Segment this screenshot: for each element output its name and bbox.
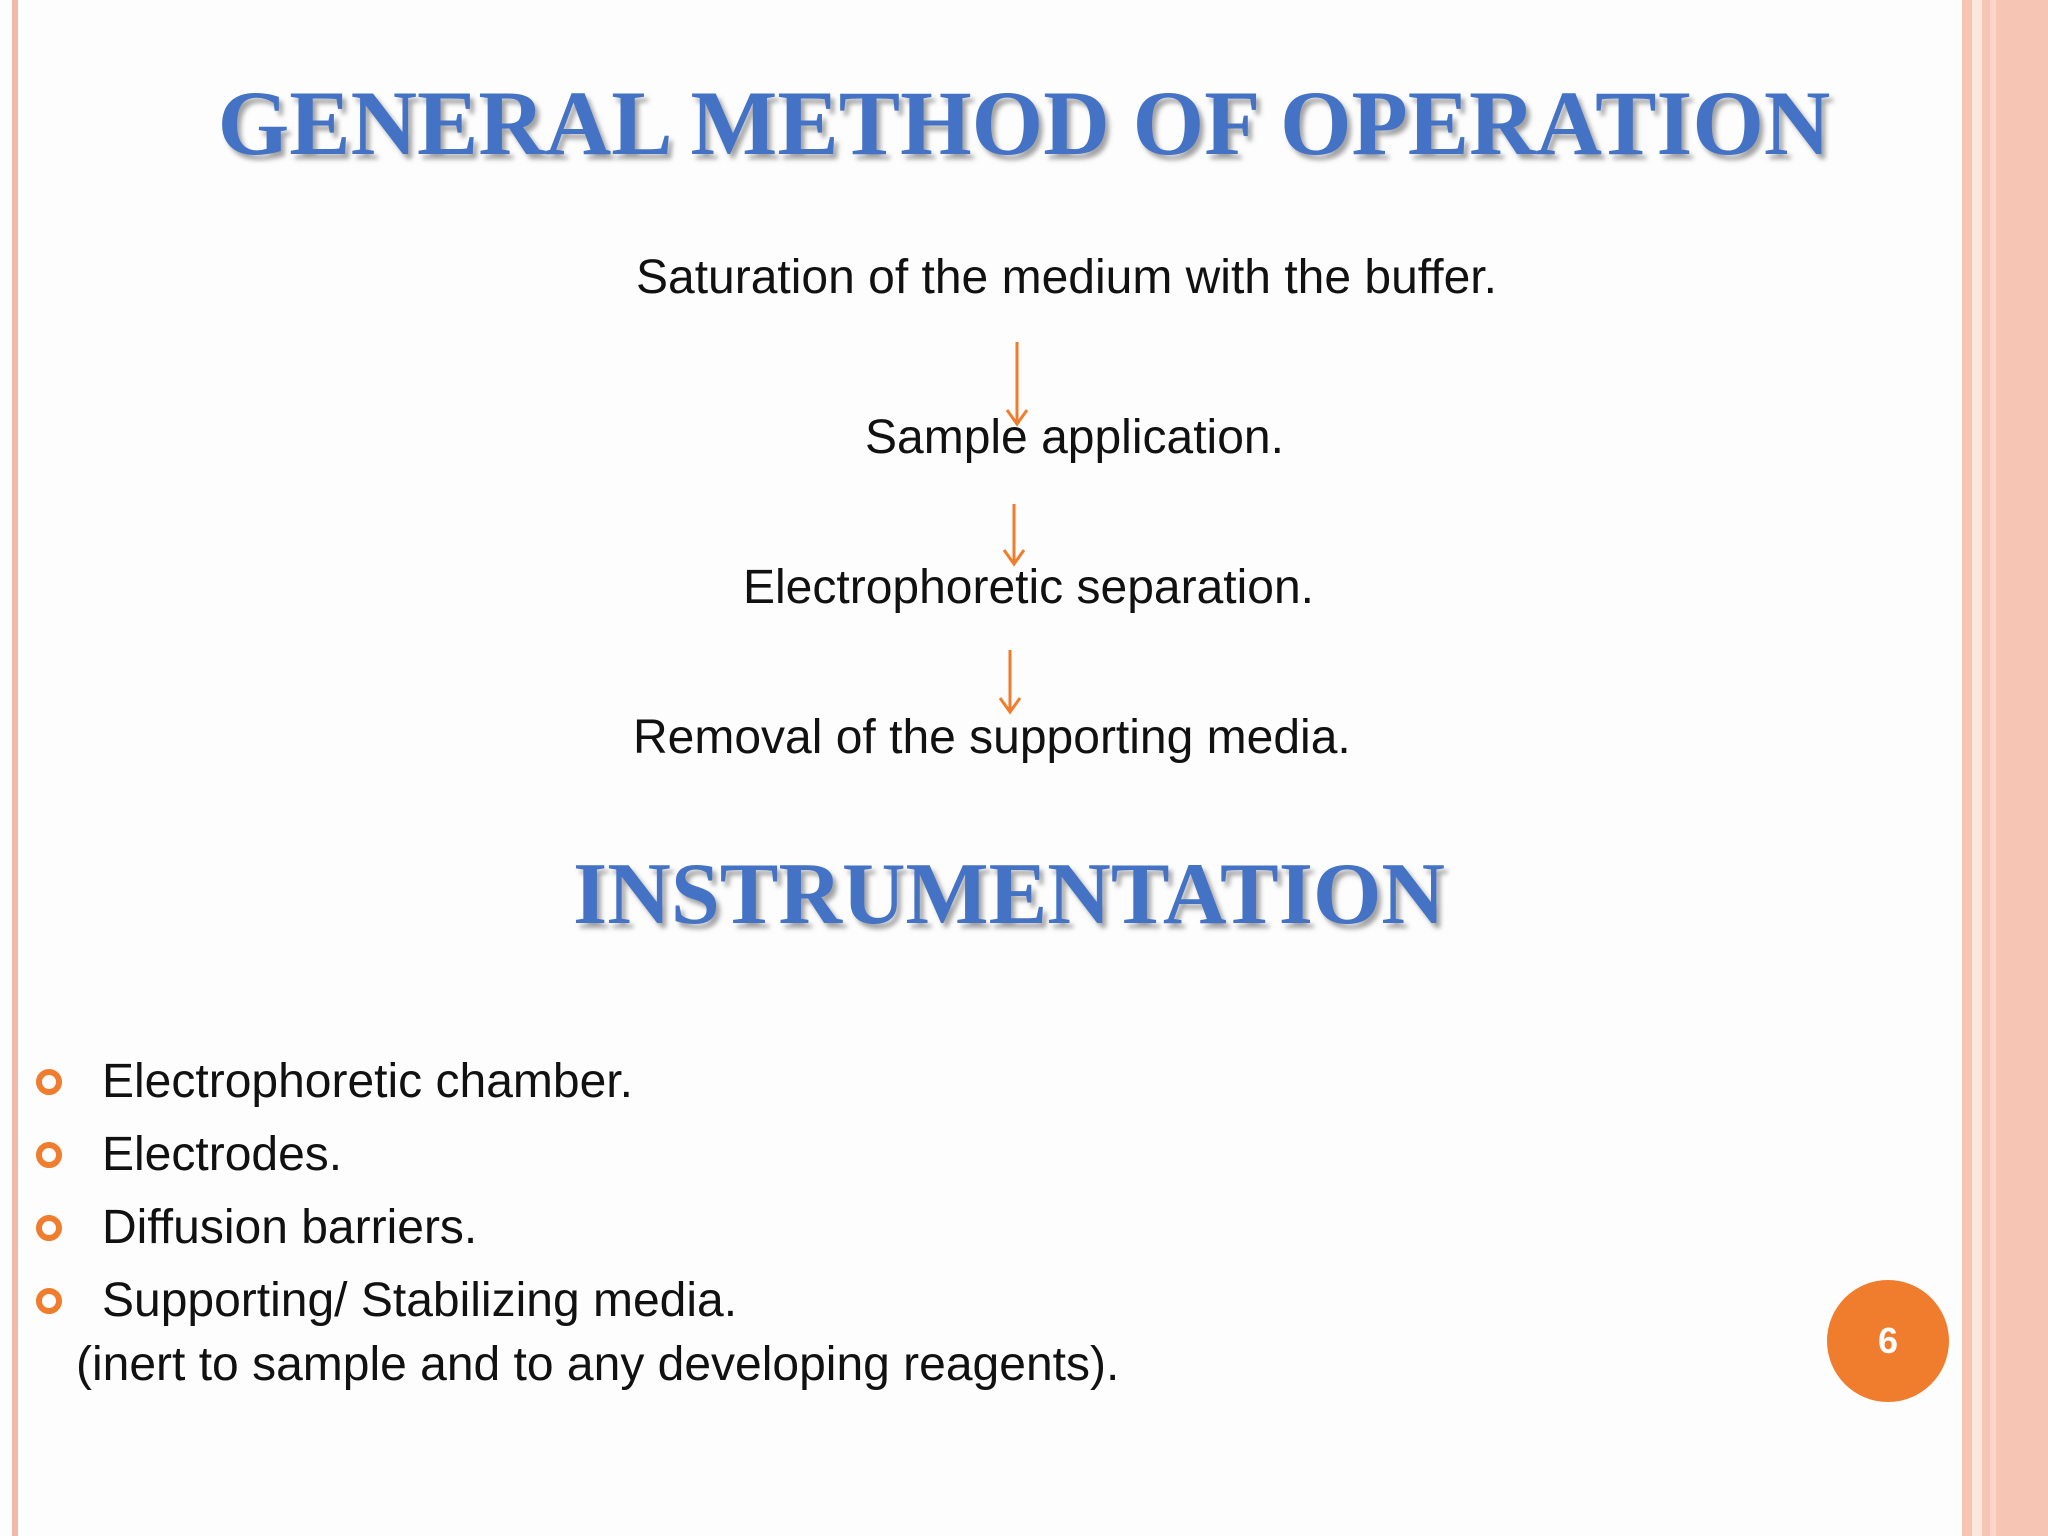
step-electrophoretic-separation: Electrophoretic separation. xyxy=(743,561,1314,614)
step-sample-application: Sample application. xyxy=(865,411,1284,464)
list-item-label: Electrophoretic chamber. xyxy=(102,1055,633,1108)
list-item-label: Diffusion barriers. xyxy=(102,1201,478,1254)
down-arrow-icon xyxy=(997,648,1023,716)
ring-bullet-icon xyxy=(36,1288,62,1314)
right-border-stripe xyxy=(1972,0,1982,1536)
left-border-line xyxy=(12,0,18,1536)
section-title-instrumentation: INSTRUMENTATION xyxy=(573,846,1445,943)
down-arrow-icon xyxy=(1001,502,1027,568)
list-item-label: Electrodes. xyxy=(102,1128,343,1181)
step-removal-of-media: Removal of the supporting media. xyxy=(633,711,1351,764)
list-item xyxy=(36,1118,737,1191)
ring-bullet-icon xyxy=(36,1215,62,1241)
ring-bullet-icon xyxy=(36,1142,62,1168)
list-item xyxy=(36,1264,737,1337)
supporting-media-note: (inert to sample and to any developing reagents). xyxy=(76,1338,1120,1391)
list-item-label: Supporting/ Stabilizing media. xyxy=(102,1274,738,1327)
list-item xyxy=(36,1191,737,1264)
list-item xyxy=(36,1045,737,1118)
step-saturation: Saturation of the medium with the buffer. xyxy=(636,251,1497,304)
right-border-stripe-inner xyxy=(1990,0,1996,1536)
page-number-badge: 6 xyxy=(1827,1280,1949,1402)
slide-title: GENERAL METHOD OF OPERATION xyxy=(217,72,1831,174)
instrumentation-list xyxy=(36,1045,737,1337)
ring-bullet-icon xyxy=(36,1069,62,1095)
